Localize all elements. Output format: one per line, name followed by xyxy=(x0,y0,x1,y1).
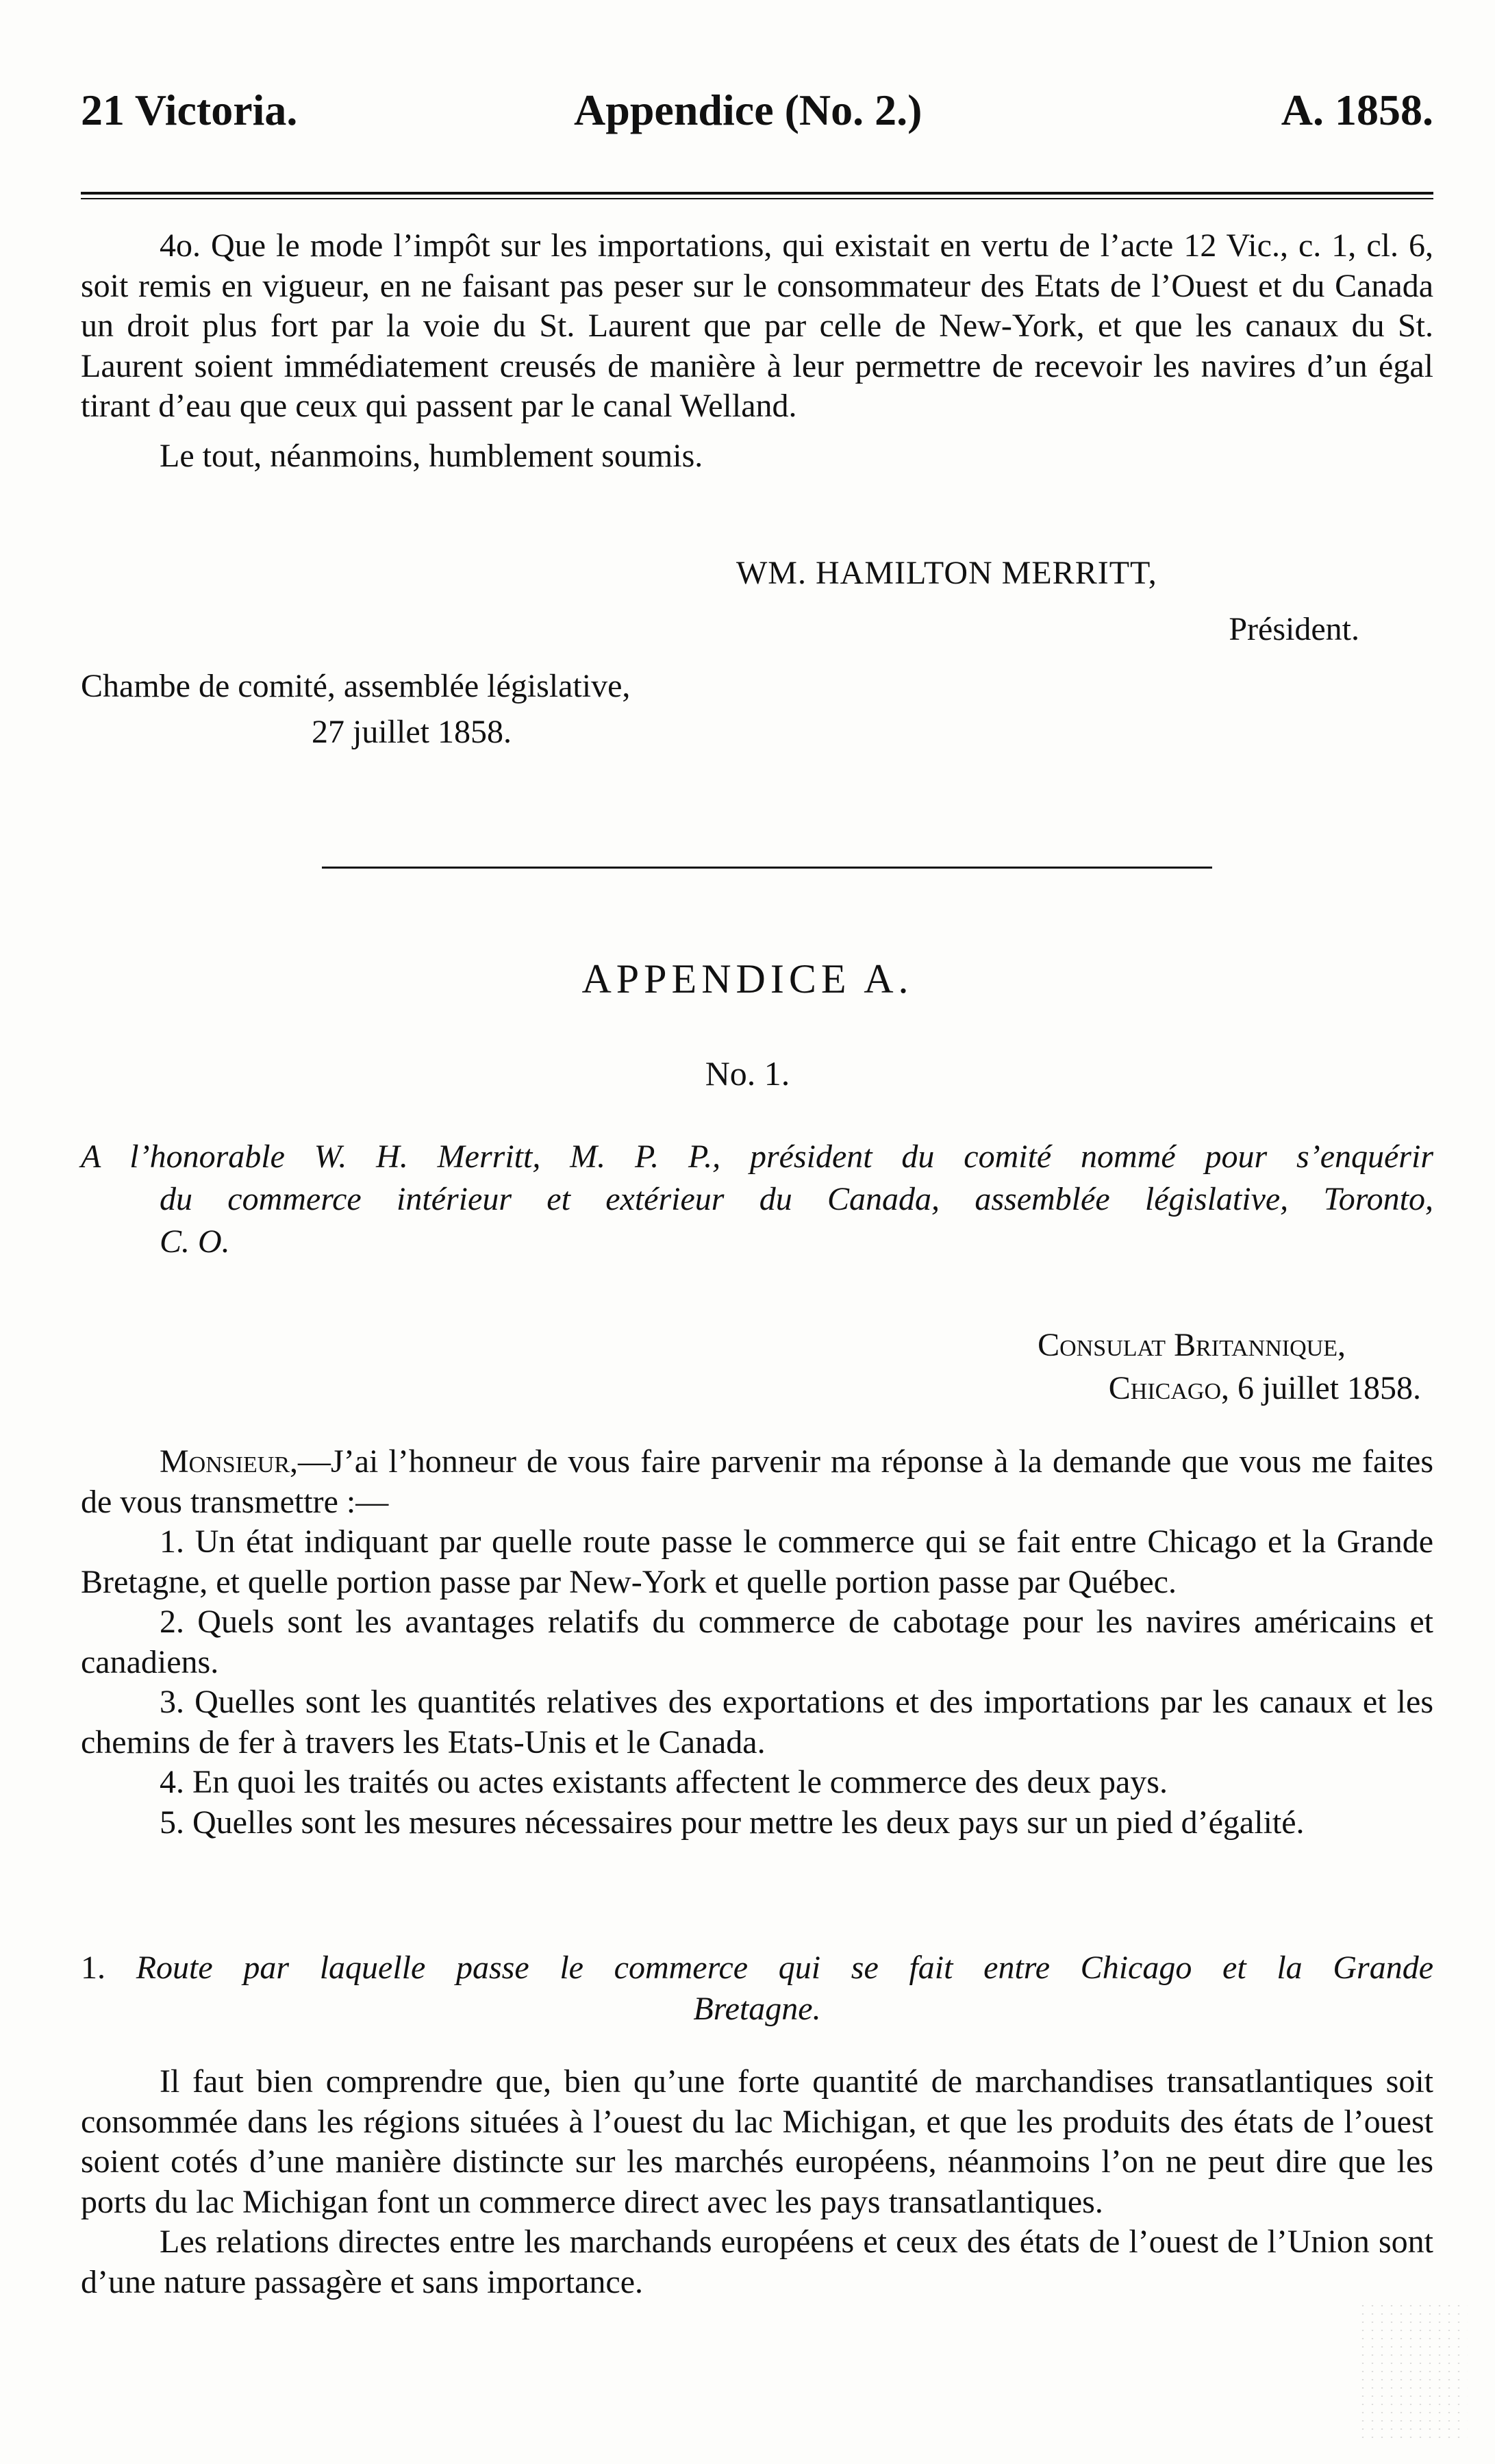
list-item: 3. Quelles sont les quantités relatives des exportations et des importations par les canaux et les chemins de fer à travers les Etats-Unis et le Canada. xyxy=(81,1684,1433,1760)
list-item: 4. En quoi les traités ou actes existants affectent le commerce des deux pays. xyxy=(160,1764,1168,1800)
signature-name: WM. HAMILTON MERRITT, xyxy=(736,555,1157,591)
appendix-title: APPENDICE A. xyxy=(581,956,914,1001)
salutation: Monsieur, xyxy=(160,1443,299,1480)
letter-body xyxy=(81,1442,1433,1843)
recommendation-paragraph: 4o. Que le mode l’impôt sur les importations, qui existait en vertu de l’acte 12 Vic., c. 1, cl. 6, soit remis en vigueur, en ne faisant pas peser sur le consommateur des Etats de l’Ouest et du Canada un droit plus fort par la voie du St. Laurent que par celle de New-York, et que les canaux du St. Laurent soient immédiatement creusés de manière à leur permettre de recevoir les navires d’un égal tirant d’eau que ceux qui passent par le canal Welland. xyxy=(81,227,1433,424)
address-line-3: C. O. xyxy=(160,1223,230,1260)
section-divider xyxy=(322,867,1212,869)
section-number: 1. xyxy=(81,1950,105,1986)
closing-line: Le tout, néanmoins, humblement soumis. xyxy=(160,437,703,474)
header-rule-thin xyxy=(81,198,1433,199)
place-line: Chambe de comité, assemblée législative, xyxy=(81,668,631,704)
header-session: 21 Victoria. xyxy=(81,86,298,134)
running-header xyxy=(81,86,1433,145)
section-heading xyxy=(81,1947,1433,2030)
letter-intro xyxy=(81,1442,1433,1522)
address-line-1: A l’honorable W. H. Merritt, M. P. P., président du comité nommé pour s’enquérir xyxy=(81,1138,1433,1175)
letter-dateline xyxy=(1109,1369,1421,1409)
dateline-date: 6 juillet 1858. xyxy=(1238,1370,1421,1406)
section-heading-line-1 xyxy=(81,1947,1433,1989)
dateline-city: Chicago, xyxy=(1108,1370,1230,1406)
body-paragraph: Les relations directes entre les marchands européens et ceux des états de l’ouest de l’Union sont d’une nature passagère et sans importance. xyxy=(81,2224,1433,2300)
letter-address xyxy=(81,1136,1433,1263)
intro-text: —J’ai l’honneur de vous faire parvenir ma réponse à la demande que vous me faites de vous transmettre :— xyxy=(81,1443,1433,1520)
header-rule-thick xyxy=(81,192,1433,195)
section-heading-text: Route par laquelle passe le commerce qui se fait entre Chicago et la Grande xyxy=(136,1950,1433,1986)
section-body xyxy=(81,2062,1433,2302)
list-item: 2. Quels sont les avantages relatifs du commerce de cabotage pour les navires américains et canadiens. xyxy=(81,1604,1433,1680)
list-item: 5. Quelles sont les mesures nécessaires pour mettre les deux pays sur un pied d’égalité. xyxy=(160,1804,1305,1841)
consulate-name: Consulat Britannique, xyxy=(1038,1327,1346,1363)
recommendation-block xyxy=(81,226,1433,476)
paper-speckle xyxy=(1358,2302,1468,2439)
section-heading-line-2: Bretagne. xyxy=(693,1991,821,2027)
place-date: 27 juillet 1858. xyxy=(312,714,512,750)
body-paragraph: Il faut bien comprendre que, bien qu’une forte quantité de marchandises transatlantiques soit consommée dans les régions situées à l’ouest du lac Michigan, et que les produits des états de l’ouest soient cotés d’une manière distincte sur les marchés européens, néanmoins l’on ne peut dire que les ports du lac Michigan font un commerce direct avec les pays transatlantiques. xyxy=(81,2063,1433,2220)
appendix-number: No. 1. xyxy=(705,1054,790,1093)
signature-title: Président. xyxy=(1229,611,1359,647)
header-appendix: Appendice (No. 2.) xyxy=(574,86,922,134)
header-year: A. 1858. xyxy=(1281,86,1433,134)
address-line-2: du commerce intérieur et extérieur du Canada, assemblée législative, Toronto, xyxy=(160,1181,1433,1217)
list-item: 1. Un état indiquant par quelle route passe le commerce qui se fait entre Chicago et la Grande Bretagne, et quelle portion passe par New-York et quelle portion passe par Québec. xyxy=(81,1523,1433,1600)
